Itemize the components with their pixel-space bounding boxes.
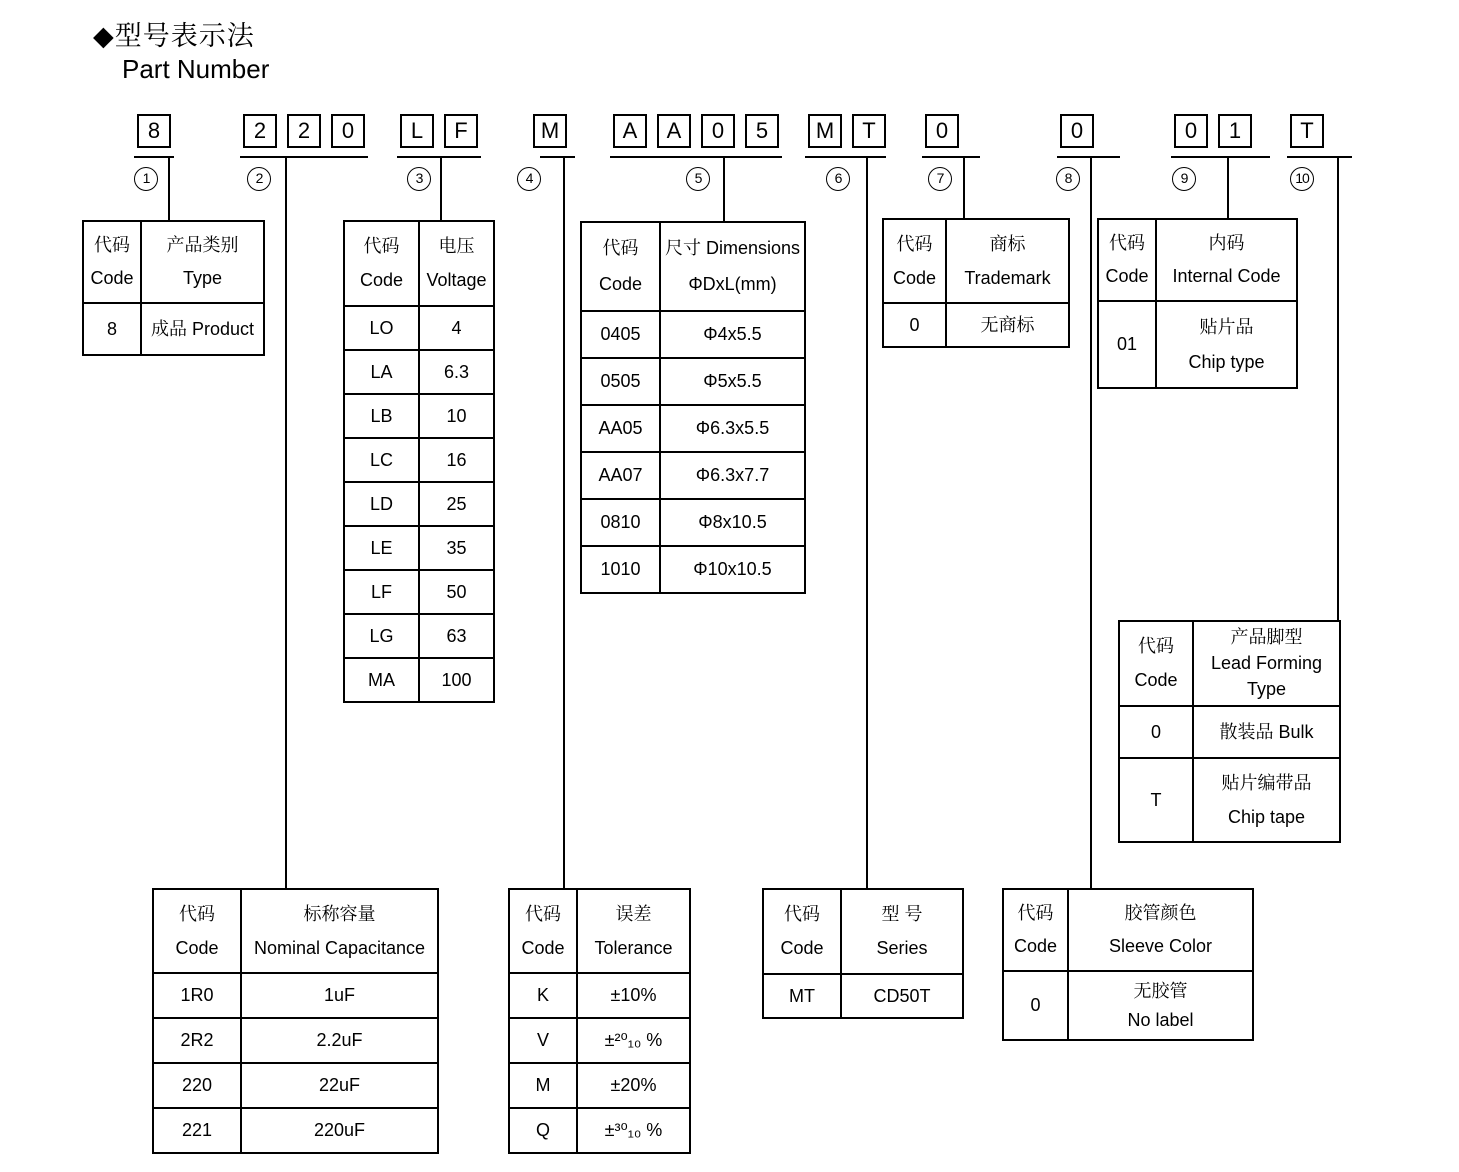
data-cell: 2.2uF: [240, 1019, 437, 1062]
header-cell: 代码 Code: [1013, 902, 1058, 957]
table-row: [345, 349, 493, 393]
data-cell: 0: [909, 314, 920, 335]
table-header-row: [582, 223, 804, 310]
table-row: [510, 1062, 689, 1107]
table-row: [510, 1107, 689, 1152]
header-cell: 产品类别 Type: [140, 222, 263, 302]
group-number-9: 9: [1172, 167, 1196, 191]
group-underline-6: [805, 156, 886, 158]
data-cell: 0405: [600, 324, 641, 345]
data-cell: Q: [535, 1120, 550, 1141]
table-row: [1099, 300, 1296, 387]
part-group-1: [137, 114, 171, 148]
header-cell: 标称容量 Nominal Capacitance: [240, 890, 437, 972]
data-cell: ±³⁰₁₀ %: [576, 1109, 689, 1152]
connector-line-7: [963, 158, 965, 218]
part-group-4: [533, 114, 567, 148]
part-code-box: 2: [287, 114, 321, 148]
data-cell: LC: [369, 449, 393, 470]
data-cell: 10: [418, 395, 493, 437]
data-cell: 0: [1150, 721, 1161, 742]
table-row: [884, 302, 1068, 346]
data-cell: 0505: [600, 371, 641, 392]
data-cell: 贴片编带品 Chip tape: [1192, 759, 1339, 841]
table-row: [764, 973, 962, 1017]
table-row: [345, 437, 493, 481]
data-cell: 63: [418, 615, 493, 657]
connector-line-9: [1227, 158, 1229, 218]
sleeve-color-table: [1002, 888, 1254, 1041]
header-cell: 内码 Internal Code: [1155, 220, 1296, 300]
part-code-box: 0: [1174, 114, 1208, 148]
header-cell: 代码 Code: [1105, 232, 1149, 287]
group-number-10: 10: [1290, 167, 1314, 191]
data-cell: 1uF: [240, 974, 437, 1017]
data-cell: 35: [418, 527, 493, 569]
data-cell: 无商标: [945, 304, 1068, 346]
table-row: [154, 1107, 437, 1152]
data-cell: MA: [368, 669, 395, 690]
data-cell: 1010: [600, 559, 641, 580]
table-row: [1120, 705, 1339, 757]
part-group-10: [1290, 114, 1324, 148]
table-header-row: [154, 890, 437, 972]
part-group-9: [1174, 114, 1252, 148]
part-code-box: 0: [331, 114, 365, 148]
table-row: [582, 404, 804, 451]
part-group-2: [243, 114, 365, 148]
part-code-box: T: [1290, 114, 1324, 148]
part-code-box: 0: [701, 114, 735, 148]
table-row: [582, 310, 804, 357]
header-cell: 代码 Code: [892, 233, 937, 288]
part-code-box: 1: [1218, 114, 1252, 148]
data-cell: 1R0: [180, 985, 214, 1006]
group-number-2: 2: [247, 167, 271, 191]
group-underline-7: [922, 156, 980, 158]
group-underline-9: [1171, 156, 1270, 158]
group-number-6: 6: [826, 167, 850, 191]
connector-line-8: [1090, 158, 1092, 888]
data-cell: LA: [370, 361, 393, 382]
data-cell: 220uF: [240, 1109, 437, 1152]
header-cell: 商标 Trademark: [945, 220, 1068, 302]
data-cell: Φ8x10.5: [659, 500, 804, 545]
table-row: [345, 305, 493, 349]
table-row: [345, 657, 493, 701]
group-underline-2: [240, 156, 368, 158]
data-cell: 16: [418, 439, 493, 481]
data-cell: V: [536, 1030, 549, 1051]
header-cell: 代码 Code: [521, 903, 565, 958]
dimensions-table: [580, 221, 806, 594]
part-group-8: [1060, 114, 1094, 148]
part-code-box: 0: [925, 114, 959, 148]
table-row: [582, 545, 804, 592]
table-header-row: [345, 222, 493, 305]
data-cell: T: [1150, 789, 1162, 810]
table-header-row: [764, 890, 962, 973]
data-cell: 221: [181, 1120, 213, 1141]
header-cell: 胶管颜色 Sleeve Color: [1067, 890, 1252, 970]
group-underline-10: [1287, 156, 1352, 158]
data-cell: LF: [370, 581, 392, 602]
data-cell: LO: [369, 317, 394, 338]
voltage-table: [343, 220, 495, 703]
connector-line-5: [723, 158, 725, 221]
group-number-8: 8: [1056, 167, 1080, 191]
data-cell: 25: [418, 483, 493, 525]
data-cell: ±20%: [576, 1064, 689, 1107]
data-cell: ±²⁰₁₀ %: [576, 1019, 689, 1062]
part-code-box: 8: [137, 114, 171, 148]
part-code-box: F: [444, 114, 478, 148]
table-header-row: [884, 220, 1068, 302]
data-cell: 01: [1116, 334, 1138, 355]
table-row: [582, 357, 804, 404]
header-cell: 代码 Code: [1134, 635, 1178, 691]
part-code-box: A: [613, 114, 647, 148]
part-code-box: L: [400, 114, 434, 148]
part-group-7: [925, 114, 959, 148]
header-cell: 代码 Code: [175, 903, 219, 958]
table-row: [154, 1017, 437, 1062]
table-row: [154, 972, 437, 1017]
part-group-5: [613, 114, 779, 148]
part-code-box: 5: [745, 114, 779, 148]
table-header-row: [84, 222, 263, 302]
connector-line-2: [285, 158, 287, 888]
group-underline-8: [1057, 156, 1120, 158]
table-row: [510, 1017, 689, 1062]
part-code-box: M: [533, 114, 567, 148]
table-row: [345, 481, 493, 525]
table-header-row: [1004, 890, 1252, 970]
table-row: [582, 498, 804, 545]
connector-line-6: [866, 158, 868, 888]
part-code-box: 2: [243, 114, 277, 148]
header-cell: 代码 Code: [90, 234, 134, 289]
table-header-row: [1120, 622, 1339, 705]
data-cell: 0: [1030, 995, 1041, 1016]
table-row: [84, 302, 263, 354]
part-group-6: [808, 114, 886, 148]
data-cell: 0810: [600, 512, 641, 533]
trademark-table: [882, 218, 1070, 348]
header-cell: 代码 Code: [780, 903, 824, 959]
table-row: [154, 1062, 437, 1107]
data-cell: M: [535, 1075, 551, 1096]
part-code-box: A: [657, 114, 691, 148]
table-row: [345, 613, 493, 657]
data-cell: LD: [369, 493, 393, 514]
part-code-box: M: [808, 114, 842, 148]
data-cell: CD50T: [840, 975, 962, 1017]
part-group-3: [400, 114, 478, 148]
header-cell: 电压 Voltage: [418, 222, 493, 305]
data-cell: LE: [370, 537, 393, 558]
table-row: [1004, 970, 1252, 1039]
group-number-1: 1: [134, 167, 158, 191]
data-cell: AA05: [598, 418, 643, 439]
group-number-4: 4: [517, 167, 541, 191]
header-cell: 代码 Code: [598, 238, 643, 295]
connector-line-1: [168, 158, 170, 220]
header-cell: 产品脚型 Lead Forming Type: [1192, 622, 1339, 705]
data-cell: Φ4x5.5: [659, 312, 804, 357]
data-cell: Φ6.3x5.5: [659, 406, 804, 451]
part-code-box: 0: [1060, 114, 1094, 148]
table-row: [345, 525, 493, 569]
data-cell: LG: [369, 625, 394, 646]
data-cell: MT: [789, 985, 815, 1006]
product-type-table: [82, 220, 265, 356]
table-header-row: [510, 890, 689, 972]
group-underline-4: [540, 156, 575, 158]
table-row: [1120, 757, 1339, 841]
header-cell: 型 号 Series: [840, 890, 962, 973]
table-row: [345, 569, 493, 613]
page-title-zh: ◆型号表示法: [93, 21, 255, 51]
group-underline-5: [610, 156, 782, 158]
table-row: [510, 972, 689, 1017]
data-cell: 无胶管 No label: [1067, 972, 1252, 1039]
data-cell: 成品 Product: [140, 304, 263, 354]
connector-line-10: [1337, 158, 1339, 620]
internal-code-table: [1097, 218, 1298, 389]
group-number-7: 7: [928, 167, 952, 191]
data-cell: K: [536, 985, 549, 1006]
connector-line-3: [440, 158, 442, 220]
connector-line-4: [563, 158, 565, 888]
data-cell: 6.3: [418, 351, 493, 393]
part-code-box: T: [852, 114, 886, 148]
data-cell: Φ5x5.5: [659, 359, 804, 404]
data-cell: AA07: [598, 465, 643, 486]
table-row: [582, 451, 804, 498]
data-cell: 100: [418, 659, 493, 701]
header-cell: 代码 Code: [359, 235, 404, 291]
data-cell: 220: [181, 1075, 213, 1096]
data-cell: 散装品 Bulk: [1192, 707, 1339, 757]
group-number-5: 5: [686, 167, 710, 191]
table-header-row: [1099, 220, 1296, 300]
group-underline-3: [397, 156, 481, 158]
data-cell: LB: [370, 405, 393, 426]
data-cell: 8: [106, 318, 117, 339]
data-cell: 2R2: [180, 1030, 214, 1051]
tolerance-table: [508, 888, 691, 1154]
nominal-capacitance-table: [152, 888, 439, 1154]
data-cell: 22uF: [240, 1064, 437, 1107]
header-cell: 尺寸 Dimensions ΦDxL(mm): [659, 223, 804, 310]
data-cell: Φ10x10.5: [659, 547, 804, 592]
data-cell: 50: [418, 571, 493, 613]
page-title-en: Part Number: [122, 54, 270, 84]
data-cell: ±10%: [576, 974, 689, 1017]
data-cell: Φ6.3x7.7: [659, 453, 804, 498]
header-cell: 误差 Tolerance: [576, 890, 689, 972]
table-row: [345, 393, 493, 437]
data-cell: 4: [418, 307, 493, 349]
group-number-3: 3: [407, 167, 431, 191]
series-table: [762, 888, 964, 1019]
data-cell: 贴片品 Chip type: [1155, 302, 1296, 387]
lead-forming-type-table: [1118, 620, 1341, 843]
